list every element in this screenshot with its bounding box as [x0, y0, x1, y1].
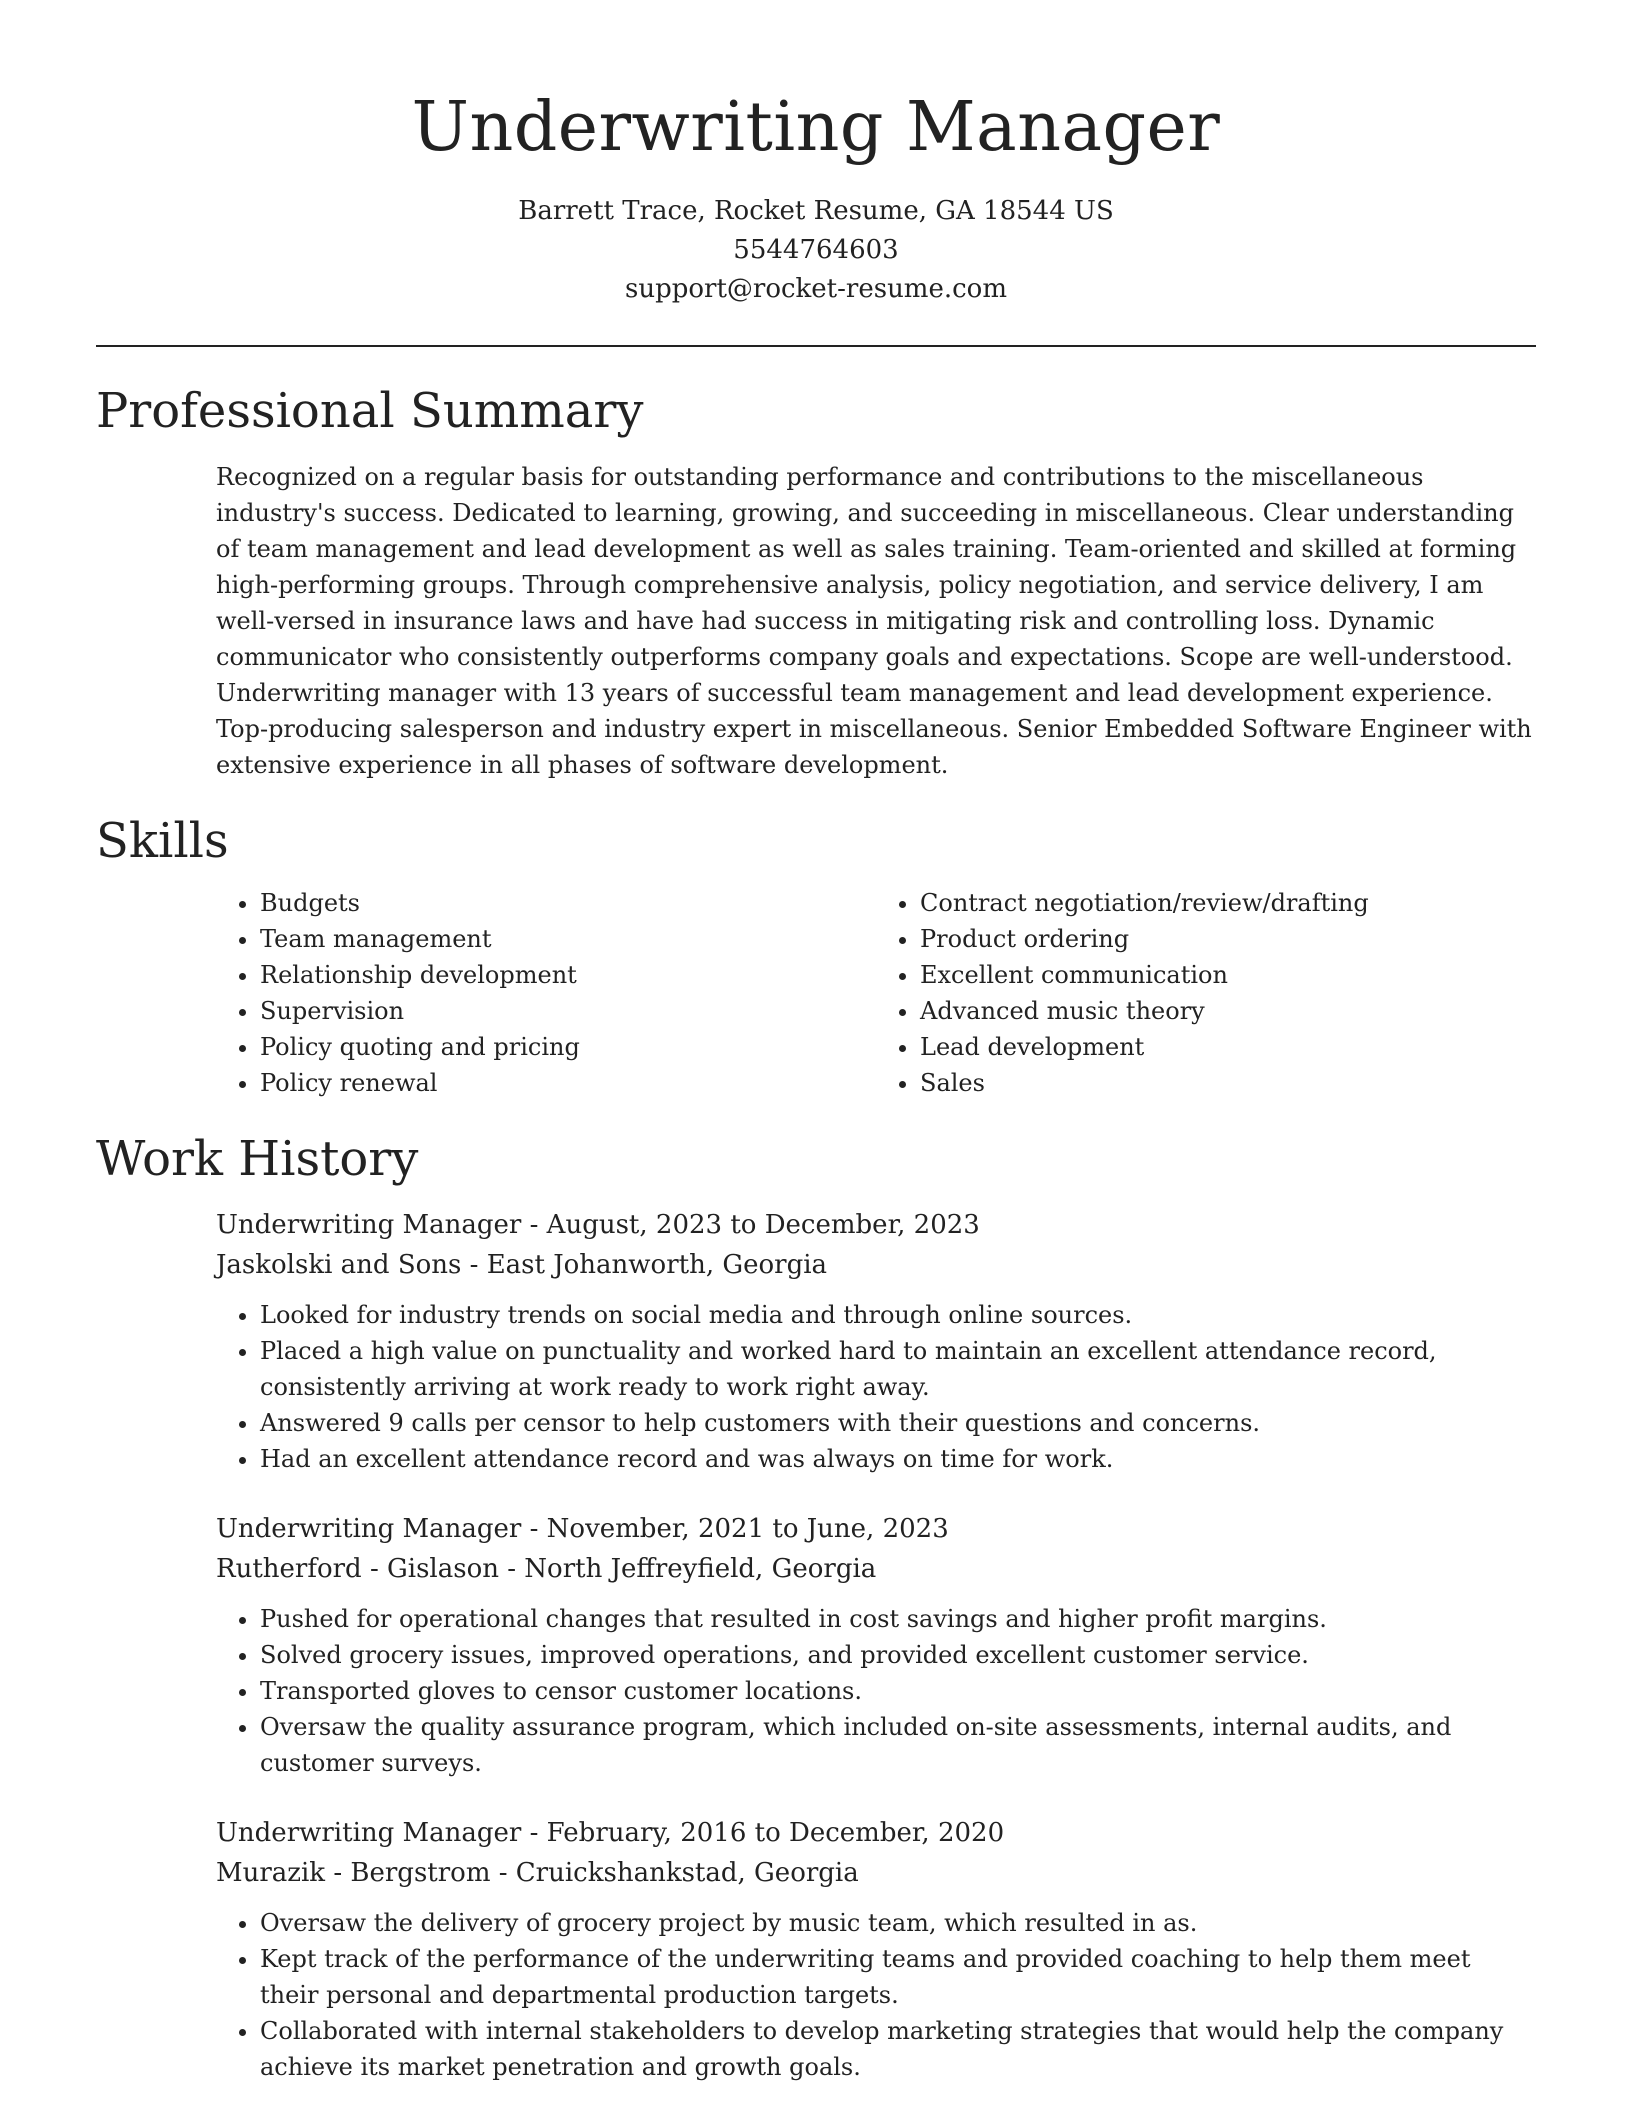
job-company-location: Murazik - Bergstrom - Cruickshankstad, Georgia	[216, 1858, 859, 1888]
skill-item: • Product ordering	[920, 921, 1536, 957]
skill-item: • Supervision	[260, 993, 876, 1029]
job-company-location: Rutherford - Gislason - North Jeffreyfield, Georgia	[216, 1554, 877, 1584]
skill-item: • Lead development	[920, 1029, 1536, 1065]
job-bullet: • Collaborated with internal stakeholders to develop marketing strategies that would help the company achieve its market penetration and growth goals.	[260, 2013, 1536, 2085]
job-bullet: • Transported gloves to censor customer locations.	[260, 1673, 1536, 1709]
skills-heading: Skills	[96, 813, 229, 869]
header-divider	[96, 345, 1536, 347]
skill-item: • Excellent communication	[920, 957, 1536, 993]
job-bullet: • Oversaw the delivery of grocery project by music team, which resulted in as.	[260, 1905, 1536, 1941]
job-role-dates: Underwriting Manager - August, 2023 to December, 2023	[216, 1210, 980, 1240]
job-role-dates: Underwriting Manager - November, 2021 to June, 2023	[216, 1514, 949, 1544]
job-bullet: • Solved grocery issues, improved operations, and provided excellent customer service.	[260, 1637, 1536, 1673]
job-bullet: • Oversaw the quality assurance program, which included on-site assessments, internal audits, and customer surveys.	[260, 1709, 1536, 1781]
job-role-dates: Underwriting Manager - February, 2016 to December, 2020	[216, 1818, 1005, 1848]
skills-grid	[216, 885, 1536, 1101]
contact-phone: 5544764603	[733, 235, 899, 265]
job-bullet-list	[216, 1297, 1536, 1477]
skills-column-left	[216, 885, 876, 1101]
job-entry	[216, 1509, 1536, 1781]
job-entry	[216, 1813, 1536, 2085]
job-bullet-list	[216, 1601, 1536, 1781]
skill-item: • Relationship development	[260, 957, 876, 993]
skill-item: • Sales	[920, 1065, 1536, 1101]
skill-item: • Advanced music theory	[920, 993, 1536, 1029]
skills-column-right	[876, 885, 1536, 1101]
job-bullet: • Looked for industry trends on social media and through online sources.	[260, 1297, 1536, 1333]
resume-header	[96, 0, 1536, 309]
skill-item: • Policy quoting and pricing	[260, 1029, 876, 1065]
job-bullet: • Had an excellent attendance record and was always on time for work.	[260, 1441, 1536, 1477]
job-bullet: • Placed a high value on punctuality and worked hard to maintain an excellent attendance record, consistently arriving at work ready to work right away.	[260, 1333, 1536, 1405]
job-bullet-list	[216, 1905, 1536, 2085]
contact-email: support@rocket-resume.com	[624, 274, 1007, 304]
job-bullet: • Kept track of the performance of the underwriting teams and provided coaching to help them meet their personal and departmental production targets.	[260, 1941, 1536, 2013]
job-entry	[216, 1205, 1536, 1477]
skill-item: • Contract negotiation/review/drafting	[920, 885, 1536, 921]
resume-page	[96, 0, 1536, 2085]
skill-item: • Team management	[260, 921, 876, 957]
skill-item: • Budgets	[260, 885, 876, 921]
contact-address: Barrett Trace, Rocket Resume, GA 18544 US	[518, 196, 1114, 226]
summary-heading: Professional Summary	[96, 383, 644, 439]
job-company-location: Jaskolski and Sons - East Johanworth, Georgia	[216, 1250, 828, 1280]
summary-text: Recognized on a regular basis for outstanding performance and contributions to the miscellaneous industry's success. Dedicated to learning, growing, and succeeding in miscellaneous. Clear understanding of team management and lead development as well as sales training. Team-oriented and skilled at forming high-performing groups. Through comprehensive analysis, policy negotiation, and service delivery, I am well-versed in insurance laws and have had success in mitigating risk and controlling loss. Dynamic communicator who consistently outperforms company goals and expectations. Scope are well-understood. Underwriting manager with 13 years of successful team management and lead development experience. Top-producing salesperson and industry expert in miscellaneous. Senior Embedded Software Engineer with extensive experience in all phases of software development.	[216, 463, 1532, 779]
contact-block	[96, 192, 1536, 309]
resume-title: Underwriting Manager	[411, 88, 1221, 167]
skill-item: • Policy renewal	[260, 1065, 876, 1101]
job-bullet: • Answered 9 calls per censor to help customers with their questions and concerns.	[260, 1405, 1536, 1441]
job-bullet: • Pushed for operational changes that resulted in cost savings and higher profit margins.	[260, 1601, 1536, 1637]
work-history-heading: Work History	[96, 1131, 419, 1187]
